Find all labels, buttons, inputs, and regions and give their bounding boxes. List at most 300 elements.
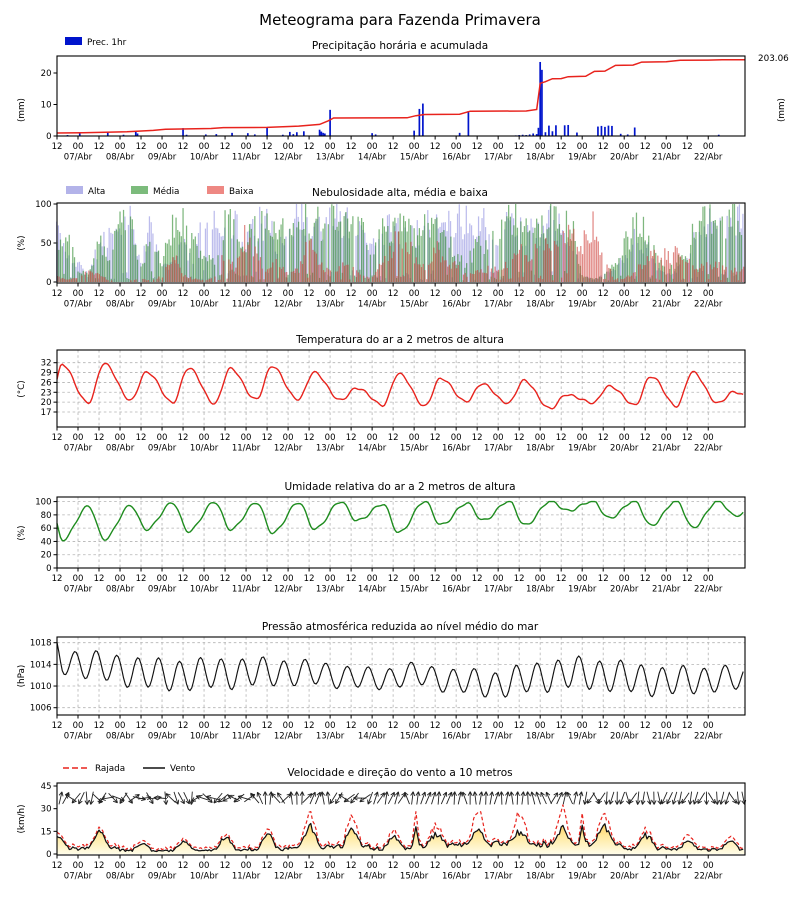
svg-text:12: 12 (345, 721, 357, 731)
svg-text:12: 12 (513, 574, 525, 584)
svg-text:22/Abr: 22/Abr (694, 871, 723, 882)
svg-text:23: 23 (40, 388, 52, 399)
svg-text:12: 12 (513, 721, 525, 731)
svg-text:00: 00 (240, 289, 252, 299)
svg-text:1010: 1010 (29, 682, 52, 693)
svg-text:00: 00 (72, 574, 84, 584)
svg-text:00: 00 (618, 142, 630, 152)
svg-text:00: 00 (72, 142, 84, 152)
svg-text:11/Abr: 11/Abr (231, 299, 261, 310)
svg-text:00: 00 (198, 861, 210, 871)
svg-text:12: 12 (429, 574, 441, 584)
svg-text:16/Abr: 16/Abr (441, 871, 471, 882)
svg-text:32: 32 (40, 358, 52, 369)
svg-text:00: 00 (408, 289, 420, 299)
svg-text:00: 00 (618, 574, 630, 584)
svg-text:12: 12 (555, 433, 567, 443)
svg-text:13/Abr: 13/Abr (315, 443, 345, 454)
svg-text:15/Abr: 15/Abr (399, 152, 429, 163)
svg-text:00: 00 (114, 574, 126, 584)
svg-text:19/Abr: 19/Abr (567, 584, 597, 595)
svg-text:00: 00 (366, 721, 378, 731)
svg-text:00: 00 (324, 861, 336, 871)
svg-text:00: 00 (702, 289, 714, 299)
humidity-ylabel: (%) (17, 525, 27, 541)
svg-text:12: 12 (345, 433, 357, 443)
svg-text:1018: 1018 (29, 638, 52, 649)
svg-text:40: 40 (40, 537, 52, 548)
svg-text:15: 15 (40, 827, 52, 838)
svg-text:18/Abr: 18/Abr (525, 299, 555, 310)
svg-text:00: 00 (450, 574, 462, 584)
svg-text:12: 12 (597, 289, 609, 299)
svg-text:12: 12 (261, 433, 273, 443)
svg-text:00: 00 (324, 289, 336, 299)
svg-text:00: 00 (534, 433, 546, 443)
svg-text:10/Abr: 10/Abr (189, 299, 219, 310)
wind-title: Velocidade e direção do vento a 10 metros (287, 767, 513, 779)
svg-text:60: 60 (40, 524, 52, 535)
svg-text:00: 00 (408, 861, 420, 871)
svg-text:19/Abr: 19/Abr (567, 871, 597, 882)
svg-text:12: 12 (261, 289, 273, 299)
svg-text:18/Abr: 18/Abr (525, 731, 555, 742)
svg-text:12: 12 (345, 289, 357, 299)
svg-text:00: 00 (198, 574, 210, 584)
svg-text:12: 12 (597, 433, 609, 443)
svg-text:00: 00 (492, 289, 504, 299)
svg-text:09/Abr: 09/Abr (147, 299, 177, 310)
svg-text:15/Abr: 15/Abr (399, 871, 429, 882)
svg-text:07/Abr: 07/Abr (63, 443, 93, 454)
svg-text:12: 12 (177, 433, 189, 443)
svg-text:10/Abr: 10/Abr (189, 443, 219, 454)
svg-text:12: 12 (429, 721, 441, 731)
svg-text:21/Abr: 21/Abr (652, 584, 681, 595)
svg-text:12: 12 (135, 574, 147, 584)
svg-text:00: 00 (450, 721, 462, 731)
svg-text:15/Abr: 15/Abr (399, 299, 429, 310)
svg-text:00: 00 (534, 142, 546, 152)
svg-text:12: 12 (597, 861, 609, 871)
svg-text:12: 12 (93, 574, 105, 584)
svg-text:07/Abr: 07/Abr (63, 584, 93, 595)
svg-text:17/Abr: 17/Abr (483, 871, 513, 882)
svg-text:00: 00 (366, 289, 378, 299)
svg-text:12: 12 (93, 433, 105, 443)
svg-text:00: 00 (534, 289, 546, 299)
svg-text:12: 12 (555, 289, 567, 299)
svg-text:12: 12 (429, 142, 441, 152)
svg-text:00: 00 (576, 574, 588, 584)
svg-text:20/Abr: 20/Abr (610, 871, 639, 882)
svg-text:21/Abr: 21/Abr (652, 871, 681, 882)
svg-text:00: 00 (702, 433, 714, 443)
precip-right-ylabel: (mm) (777, 97, 787, 123)
svg-text:12: 12 (177, 721, 189, 731)
svg-text:14/Abr: 14/Abr (357, 443, 387, 454)
svg-text:15/Abr: 15/Abr (399, 584, 429, 595)
svg-text:1014: 1014 (29, 660, 52, 671)
svg-text:08/Abr: 08/Abr (105, 871, 135, 882)
svg-text:12: 12 (513, 861, 525, 871)
svg-text:08/Abr: 08/Abr (105, 443, 135, 454)
svg-text:20: 20 (40, 550, 52, 561)
svg-text:00: 00 (366, 433, 378, 443)
svg-text:08/Abr: 08/Abr (105, 731, 135, 742)
svg-text:12: 12 (93, 721, 105, 731)
svg-text:100: 100 (35, 200, 52, 210)
svg-text:12: 12 (471, 289, 483, 299)
svg-text:00: 00 (450, 142, 462, 152)
svg-text:00: 00 (324, 721, 336, 731)
svg-text:17: 17 (40, 408, 52, 418)
generated-chart-layers (30, 56, 746, 882)
svg-text:12: 12 (135, 433, 147, 443)
clouds-title: Nebulosidade alta, média e baixa (311, 187, 489, 199)
svg-text:09/Abr: 09/Abr (147, 152, 177, 163)
svg-text:80: 80 (40, 510, 52, 521)
page-title: Meteograma para Fazenda Primavera (259, 11, 541, 29)
svg-text:00: 00 (114, 142, 126, 152)
svg-text:00: 00 (72, 433, 84, 443)
precip-legend-swatch (65, 37, 82, 45)
svg-text:12: 12 (345, 142, 357, 152)
svg-text:00: 00 (114, 433, 126, 443)
svg-text:10/Abr: 10/Abr (189, 731, 219, 742)
svg-text:12: 12 (177, 142, 189, 152)
svg-text:12: 12 (219, 574, 231, 584)
svg-text:18/Abr: 18/Abr (525, 871, 555, 882)
svg-text:09/Abr: 09/Abr (147, 584, 177, 595)
svg-text:12: 12 (639, 574, 651, 584)
svg-text:12/Abr: 12/Abr (273, 584, 303, 595)
svg-text:12: 12 (135, 721, 147, 731)
svg-text:1006: 1006 (29, 703, 52, 714)
svg-text:00: 00 (156, 433, 168, 443)
svg-text:00: 00 (408, 574, 420, 584)
svg-text:16/Abr: 16/Abr (441, 584, 471, 595)
svg-text:12/Abr: 12/Abr (273, 731, 303, 742)
svg-text:19/Abr: 19/Abr (567, 731, 597, 742)
svg-text:13/Abr: 13/Abr (315, 152, 345, 163)
svg-text:20/Abr: 20/Abr (610, 731, 639, 742)
svg-text:12/Abr: 12/Abr (273, 443, 303, 454)
svg-text:14/Abr: 14/Abr (357, 731, 387, 742)
svg-text:00: 00 (576, 721, 588, 731)
svg-text:17/Abr: 17/Abr (483, 584, 513, 595)
svg-text:12: 12 (303, 574, 315, 584)
svg-text:12: 12 (387, 142, 399, 152)
svg-text:12: 12 (681, 861, 693, 871)
svg-text:00: 00 (408, 721, 420, 731)
svg-text:00: 00 (282, 433, 294, 443)
precip-legend-label: Prec. 1hr (87, 38, 127, 48)
svg-text:50: 50 (40, 239, 52, 249)
svg-text:00: 00 (240, 861, 252, 871)
svg-text:00: 00 (492, 433, 504, 443)
svg-text:00: 00 (282, 574, 294, 584)
svg-text:00: 00 (576, 289, 588, 299)
svg-text:0: 0 (46, 278, 52, 288)
svg-text:00: 00 (114, 861, 126, 871)
svg-text:12: 12 (93, 861, 105, 871)
svg-text:17/Abr: 17/Abr (483, 152, 513, 163)
svg-text:00: 00 (156, 289, 168, 299)
svg-text:00: 00 (534, 574, 546, 584)
grid-hum (57, 497, 745, 568)
svg-text:20/Abr: 20/Abr (610, 152, 639, 163)
svg-text:12: 12 (93, 142, 105, 152)
precip-accum-total: 203.06 (758, 54, 789, 64)
precip-title: Precipitação horária e acumulada (311, 40, 489, 52)
svg-text:00: 00 (702, 574, 714, 584)
svg-text:12: 12 (261, 721, 273, 731)
svg-text:00: 00 (156, 721, 168, 731)
clouds-legend-swatch-baixa (207, 186, 224, 194)
svg-text:22/Abr: 22/Abr (694, 299, 723, 310)
svg-text:20/Abr: 20/Abr (610, 299, 639, 310)
svg-text:12: 12 (681, 433, 693, 443)
svg-text:12: 12 (681, 142, 693, 152)
svg-text:22/Abr: 22/Abr (694, 152, 723, 163)
svg-text:30: 30 (40, 804, 52, 815)
svg-text:12: 12 (261, 861, 273, 871)
svg-text:12: 12 (471, 721, 483, 731)
svg-text:00: 00 (240, 721, 252, 731)
svg-text:10/Abr: 10/Abr (189, 584, 219, 595)
temp-title: Temperatura do ar a 2 metros de altura (296, 334, 504, 346)
wind-legend-label-vento: Vento (170, 764, 196, 774)
svg-text:10/Abr: 10/Abr (189, 152, 219, 163)
svg-text:00: 00 (72, 861, 84, 871)
wind-ylabel: (km/h) (17, 804, 27, 834)
svg-text:00: 00 (492, 861, 504, 871)
svg-text:26: 26 (40, 378, 52, 389)
svg-text:12: 12 (513, 142, 525, 152)
svg-text:00: 00 (450, 433, 462, 443)
svg-text:00: 00 (324, 433, 336, 443)
svg-text:00: 00 (660, 289, 672, 299)
svg-text:07/Abr: 07/Abr (63, 299, 93, 310)
svg-text:12: 12 (513, 289, 525, 299)
svg-text:00: 00 (240, 433, 252, 443)
svg-text:00: 00 (198, 433, 210, 443)
svg-text:12: 12 (429, 289, 441, 299)
svg-text:12: 12 (177, 289, 189, 299)
svg-text:29: 29 (40, 368, 52, 379)
svg-text:12: 12 (639, 861, 651, 871)
svg-text:14/Abr: 14/Abr (357, 584, 387, 595)
svg-text:18/Abr: 18/Abr (525, 584, 555, 595)
svg-text:19/Abr: 19/Abr (567, 443, 597, 454)
svg-text:11/Abr: 11/Abr (231, 731, 261, 742)
svg-text:45: 45 (40, 782, 52, 793)
svg-text:12: 12 (51, 861, 63, 871)
svg-text:08/Abr: 08/Abr (105, 584, 135, 595)
svg-text:11/Abr: 11/Abr (231, 152, 261, 163)
svg-text:16/Abr: 16/Abr (441, 443, 471, 454)
svg-text:09/Abr: 09/Abr (147, 731, 177, 742)
svg-text:21/Abr: 21/Abr (652, 443, 681, 454)
pressure-line (57, 642, 743, 697)
svg-text:12: 12 (303, 433, 315, 443)
svg-text:12: 12 (681, 574, 693, 584)
svg-text:00: 00 (618, 721, 630, 731)
pressure-ylabel: (hPa) (17, 664, 27, 688)
svg-text:20: 20 (40, 69, 52, 79)
svg-text:22/Abr: 22/Abr (694, 443, 723, 454)
svg-text:14/Abr: 14/Abr (357, 152, 387, 163)
svg-text:00: 00 (114, 721, 126, 731)
svg-text:12: 12 (135, 861, 147, 871)
svg-text:00: 00 (492, 721, 504, 731)
svg-text:19/Abr: 19/Abr (567, 152, 597, 163)
precip-bars (67, 62, 720, 136)
svg-text:12: 12 (681, 289, 693, 299)
svg-text:12: 12 (51, 433, 63, 443)
svg-text:12: 12 (219, 721, 231, 731)
humidity-line (57, 502, 743, 541)
humidity-title: Umidade relativa do ar a 2 metros de altura (284, 481, 516, 493)
svg-text:12: 12 (555, 574, 567, 584)
svg-text:16/Abr: 16/Abr (441, 152, 471, 163)
svg-text:12: 12 (639, 289, 651, 299)
svg-text:12: 12 (471, 861, 483, 871)
svg-text:12/Abr: 12/Abr (273, 299, 303, 310)
svg-text:20/Abr: 20/Abr (610, 584, 639, 595)
svg-text:18/Abr: 18/Abr (525, 443, 555, 454)
svg-text:10/Abr: 10/Abr (189, 871, 219, 882)
svg-text:12: 12 (303, 721, 315, 731)
svg-text:00: 00 (450, 861, 462, 871)
svg-text:18/Abr: 18/Abr (525, 152, 555, 163)
svg-text:12: 12 (135, 142, 147, 152)
svg-text:00: 00 (72, 289, 84, 299)
svg-text:00: 00 (618, 861, 630, 871)
svg-text:00: 00 (576, 433, 588, 443)
svg-text:19/Abr: 19/Abr (567, 299, 597, 310)
svg-text:13/Abr: 13/Abr (315, 731, 345, 742)
svg-text:17/Abr: 17/Abr (483, 299, 513, 310)
svg-text:00: 00 (366, 861, 378, 871)
svg-text:12: 12 (639, 721, 651, 731)
svg-text:12: 12 (261, 142, 273, 152)
svg-text:16/Abr: 16/Abr (441, 731, 471, 742)
svg-text:12: 12 (303, 289, 315, 299)
svg-text:12: 12 (219, 433, 231, 443)
clouds-legend-swatch-media (131, 186, 148, 194)
svg-text:100: 100 (35, 497, 52, 508)
svg-text:12: 12 (597, 574, 609, 584)
svg-text:12: 12 (387, 289, 399, 299)
svg-text:07/Abr: 07/Abr (63, 731, 93, 742)
precip-accumulated-line (57, 60, 745, 133)
svg-text:21/Abr: 21/Abr (652, 299, 681, 310)
svg-text:00: 00 (114, 289, 126, 299)
svg-text:00: 00 (408, 142, 420, 152)
svg-text:15/Abr: 15/Abr (399, 443, 429, 454)
svg-text:20: 20 (40, 398, 52, 409)
svg-text:12/Abr: 12/Abr (273, 152, 303, 163)
svg-text:00: 00 (534, 861, 546, 871)
clouds-legend-label-media: Média (153, 187, 180, 197)
svg-text:00: 00 (282, 142, 294, 152)
wind-direction-arrows (59, 792, 746, 805)
svg-text:22/Abr: 22/Abr (694, 731, 723, 742)
svg-text:12: 12 (303, 861, 315, 871)
svg-text:12: 12 (345, 574, 357, 584)
svg-text:00: 00 (660, 433, 672, 443)
svg-text:12: 12 (51, 289, 63, 299)
svg-text:00: 00 (324, 574, 336, 584)
svg-text:00: 00 (198, 721, 210, 731)
svg-text:00: 00 (366, 142, 378, 152)
svg-text:00: 00 (576, 861, 588, 871)
svg-text:12: 12 (387, 433, 399, 443)
svg-text:12: 12 (387, 721, 399, 731)
svg-text:12: 12 (471, 433, 483, 443)
svg-text:12: 12 (555, 861, 567, 871)
svg-text:12: 12 (51, 574, 63, 584)
svg-text:12: 12 (471, 574, 483, 584)
svg-text:11/Abr: 11/Abr (231, 443, 261, 454)
svg-text:0: 0 (46, 564, 52, 574)
svg-text:00: 00 (408, 433, 420, 443)
svg-text:12: 12 (177, 574, 189, 584)
svg-text:12: 12 (555, 721, 567, 731)
grid-press (57, 637, 745, 715)
svg-text:12: 12 (219, 861, 231, 871)
wind-legend-label-rajada: Rajada (95, 764, 126, 774)
temp-ylabel: (°C) (17, 380, 27, 398)
svg-text:00: 00 (492, 142, 504, 152)
svg-text:12: 12 (429, 433, 441, 443)
svg-text:12: 12 (303, 142, 315, 152)
svg-text:00: 00 (660, 861, 672, 871)
svg-text:00: 00 (282, 861, 294, 871)
svg-text:12: 12 (513, 433, 525, 443)
svg-text:15/Abr: 15/Abr (399, 731, 429, 742)
svg-text:00: 00 (702, 142, 714, 152)
svg-text:00: 00 (702, 861, 714, 871)
svg-text:12: 12 (219, 142, 231, 152)
svg-text:17/Abr: 17/Abr (483, 731, 513, 742)
svg-text:08/Abr: 08/Abr (105, 152, 135, 163)
svg-text:22/Abr: 22/Abr (694, 584, 723, 595)
svg-text:12: 12 (639, 433, 651, 443)
clouds-legend-swatch-alta (66, 186, 83, 194)
svg-text:12: 12 (597, 142, 609, 152)
svg-text:20/Abr: 20/Abr (610, 443, 639, 454)
svg-text:0: 0 (46, 850, 52, 860)
svg-text:00: 00 (72, 721, 84, 731)
svg-text:00: 00 (156, 142, 168, 152)
svg-text:12: 12 (555, 142, 567, 152)
svg-text:12: 12 (681, 721, 693, 731)
svg-text:21/Abr: 21/Abr (652, 152, 681, 163)
svg-text:00: 00 (660, 574, 672, 584)
svg-text:12: 12 (639, 142, 651, 152)
svg-text:14/Abr: 14/Abr (357, 871, 387, 882)
svg-text:12: 12 (93, 289, 105, 299)
svg-text:00: 00 (492, 574, 504, 584)
svg-text:00: 00 (240, 574, 252, 584)
svg-text:09/Abr: 09/Abr (147, 871, 177, 882)
svg-text:12/Abr: 12/Abr (273, 871, 303, 882)
svg-text:12: 12 (261, 574, 273, 584)
svg-text:12: 12 (471, 142, 483, 152)
